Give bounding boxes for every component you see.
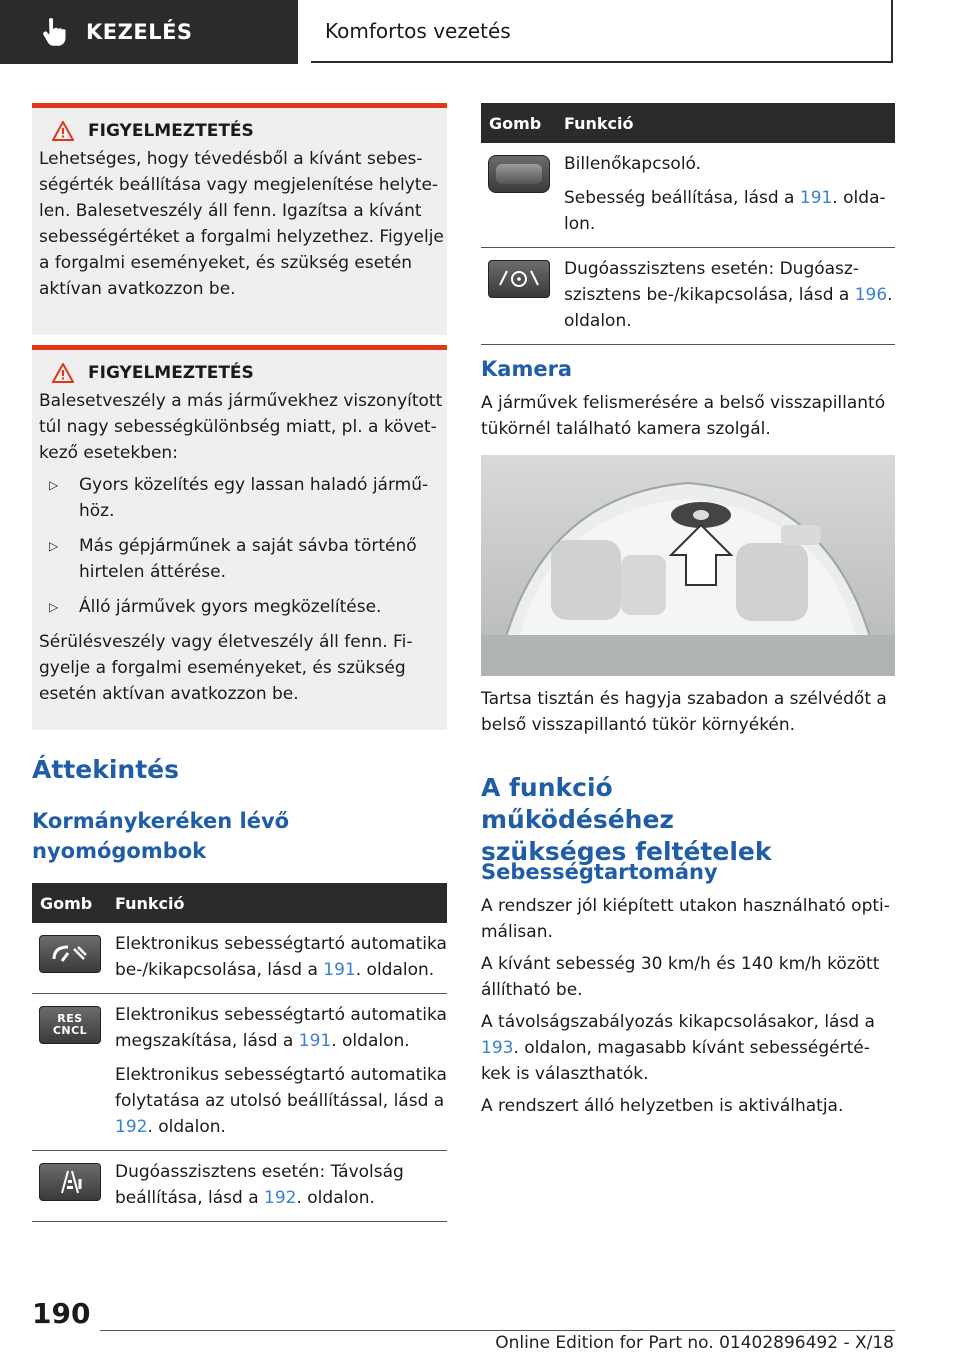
footer-divider: [100, 1330, 895, 1331]
warning-list: [39, 472, 447, 620]
column-header-function: Funkció: [115, 893, 185, 913]
list-item: ▷ Más gépjárműnek a saját sávba történő hirtelen áttérése.: [39, 533, 447, 585]
table-row: Billenőkapcsoló. Sebesség beállítása, lásd a 191. oldalon.: [481, 143, 895, 248]
warning-triangle-icon: [52, 363, 74, 383]
table-row: Elektronikus sebességtartó automatika be-/kikapcsolása, lásd a 191. oldalon.: [32, 923, 447, 994]
page-number: 190: [32, 1297, 91, 1330]
column-header-function: Funkció: [564, 113, 634, 133]
buttons-table-left: [32, 883, 447, 1222]
page-link[interactable]: 191: [298, 1031, 332, 1051]
warning-title: FIGYELMEZTETÉS: [52, 118, 447, 144]
column-header-button: Gomb: [489, 113, 542, 133]
table-row: Dugóasszisztens esetén: Dugóaszszisztens be-/kikapcsolása, lásd a 196. oldalon.: [481, 248, 895, 345]
table-header: [481, 103, 895, 143]
table-row: RES CNCL Elektronikus sebességtartó automatika megszakítása, lásd a 191. oldalon. Elektronikus sebességtartó automatika folytatása az utolsó beállítással, lásd a 192. oldalon.: [32, 994, 447, 1151]
camera-note: Tartsa tisztán és hagyja szabadon a szélvédőt a belső visszapillantó tükör környékén.: [481, 689, 887, 735]
warning-title: FIGYELMEZTETÉS: [52, 360, 447, 386]
bullet-triangle-icon: ▷: [49, 539, 59, 553]
chapter-title: Komfortos vezetés: [325, 18, 511, 43]
requirements-text: A rendszer jól kiépített utakon használható optimálisan. A kívánt sebesség 30 km/h és 140 km/h között állítható be. A távolságszabályozás kikapcsolásakor, lásd a 193. oldalon, magasabb kívánt sebességértékek is választhatók. A rendszert álló helyzetben is aktiválhatja.: [481, 896, 890, 1116]
section-tab: [0, 0, 298, 64]
overview-heading: Áttekintés: [32, 755, 179, 784]
page-link[interactable]: 191: [799, 188, 833, 208]
camera-text: A járművek felismerésére a belső visszapillantó tükörnél található kamera szolgál.: [481, 393, 886, 439]
table-header: [32, 883, 447, 923]
overview-subheading: Kormánykeréken lévő nyomógombok: [32, 809, 290, 863]
list-item: ▷ Álló járművek gyors megközelítése.: [39, 594, 447, 620]
warning-outro: Sérülésveszély vagy életveszély áll fenn. Figyelje a forgalmi eseményeket, és szükség esetén aktívan avatkozzon be.: [39, 632, 413, 704]
page-link[interactable]: 192: [264, 1188, 297, 1208]
page-link[interactable]: 192: [115, 1117, 148, 1137]
camera-photo: [481, 455, 895, 676]
bullet-triangle-icon: ▷: [49, 478, 59, 492]
buttons-table-right: [481, 103, 895, 345]
camera-heading: Kamera: [481, 357, 573, 381]
chapter-tab: [311, 0, 893, 63]
page-link[interactable]: 191: [323, 960, 356, 980]
column-header-button: Gomb: [40, 893, 93, 913]
table-row: Dugóasszisztens esetén: Távolság beállítása, lásd a 192. oldalon.: [32, 1151, 447, 1222]
list-item: ▷ Gyors közelítés egy lassan haladó járműhöz.: [39, 472, 447, 524]
rocker-switch-icon: [488, 155, 550, 193]
distance-icon: [39, 1163, 101, 1201]
warning-text: Lehetséges, hogy tévedésből a kívánt sebességérték beállítása vagy megjelenítése helytelen. Balesetveszély áll fenn. Igazítsa a kívánt sebességértéket a forgalmi helyzethez. Figyelje a forgalmi eseményeket, és szükség esetén aktívan avatkozzon be.: [39, 149, 444, 299]
warning-box-1: [32, 103, 447, 335]
speed-range-heading: Sebességtartomány: [481, 860, 718, 884]
warning-intro: Balesetveszély a más járművekhez viszonyított túl nagy sebességkülönbség miatt, pl. a következő esetekben:: [39, 391, 443, 463]
warning-box-2: [32, 345, 447, 730]
cruise-control-icon: [39, 935, 101, 973]
section-title: KEZELÉS: [86, 20, 193, 44]
requirements-heading: A funkció működéséhez szükséges feltételek: [481, 773, 772, 866]
page-link[interactable]: 193: [481, 1038, 514, 1058]
warning-triangle-icon: [52, 121, 74, 141]
bullet-triangle-icon: ▷: [49, 600, 59, 614]
steering-assist-icon: [488, 260, 550, 298]
hand-pointer-icon: [40, 17, 68, 47]
res-cncl-icon: RES CNCL: [39, 1006, 101, 1044]
page-link[interactable]: 196: [854, 285, 888, 305]
edition-footer: Online Edition for Part no. 01402896492 - X/18: [495, 1333, 894, 1353]
